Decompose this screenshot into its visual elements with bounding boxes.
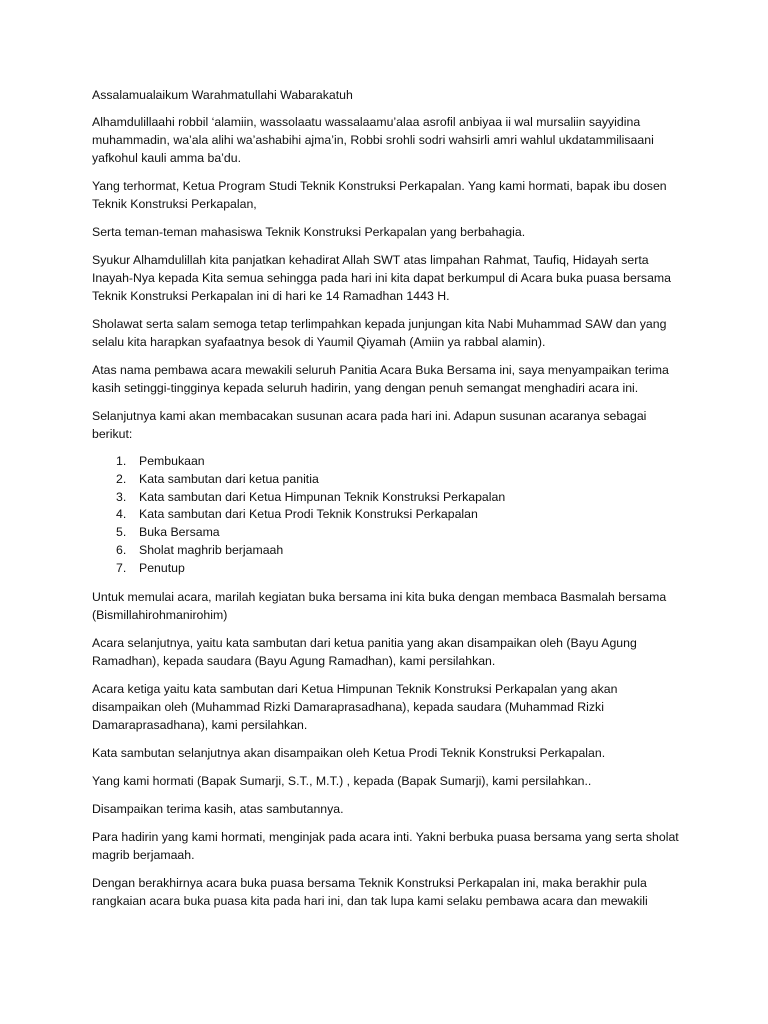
sholawat-paragraph: Sholawat serta salam semoga tetap terlimpahkan kepada junjungan kita Nabi Muhammad SAW dan yang selalu kita harapkan syafaatnya besok di Yaumil Qiyamah (Amiin ya rabbal alamin). xyxy=(92,317,667,349)
list-item-number: 3. xyxy=(116,489,127,504)
closing-paragraph: Dengan berakhirnya acara buka puasa bersama Teknik Konstruksi Perkapalan ini, maka berakhir pula rangkaian acara buka puasa kita pada hari ini, dan tak lupa kami selaku pembawa acara dan mewakili xyxy=(92,875,648,908)
basmalah-paragraph: Untuk memulai acara, marilah kegiatan buka bersama ini kita buka dengan membaca Basmalah bersama (Bismillahirohmanirohim) xyxy=(92,589,667,622)
list-item-number: 1. xyxy=(116,454,127,468)
list-item-number: 6. xyxy=(116,542,127,557)
list-item-text: Pembukaan xyxy=(139,454,205,468)
list-item-text: Kata sambutan dari Ketua Prodi Teknik Konstruksi Perkapalan xyxy=(139,507,478,522)
list-item-text: Sholat maghrib berjamaah xyxy=(139,542,284,557)
list-item-text: Buka Bersama xyxy=(139,525,220,540)
list-item xyxy=(92,524,680,542)
list-item-text: Kata sambutan dari ketua panitia xyxy=(139,471,319,486)
agenda-list xyxy=(92,453,680,578)
agenda-intro-paragraph: Selanjutnya kami akan membacakan susunan acara pada hari ini. Adapun susunan acaranya sebagai berikut: xyxy=(92,409,647,441)
list-item-number: 5. xyxy=(116,525,127,540)
respected-guests-paragraph: Yang terhormat, Ketua Program Studi Teknik Konstruksi Perkapalan. Yang kami hormati, bapak ibu dosen Teknik Konstruksi Perkapalan, xyxy=(92,179,667,211)
thanks-speech-paragraph: Disampaikan terima kasih, atas sambutannya. xyxy=(92,801,344,816)
list-item xyxy=(92,453,680,471)
list-item-text: Penutup xyxy=(139,560,185,575)
prodi-speech-paragraph: Kata sambutan selanjutnya akan disampaikan oleh Ketua Prodi Teknik Konstruksi Perkapalan. xyxy=(92,745,606,760)
committee-speech-paragraph: Acara selanjutnya, yaitu kata sambutan dari ketua panitia yang akan disampaikan oleh (Bayu Agung Ramadhan), kepada saudara (Bayu Agung Ramadhan), kami persilahkan. xyxy=(92,635,637,668)
list-item xyxy=(92,489,680,507)
invitation-paragraph: Yang kami hormati (Bapak Sumarji, S.T., M.T.) , kepada (Bapak Sumarji), kami persilahkan.. xyxy=(92,773,592,788)
list-item-number: 4. xyxy=(116,507,127,522)
list-item xyxy=(92,542,680,560)
thanks-paragraph: Atas nama pembawa acara mewakili seluruh Panitia Acara Buka Bersama ini, saya menyampaikan terima kasih setinggi-tingginya kepada seluruh hadirin, yang dengan penuh semangat menghadiri acara ini. xyxy=(92,363,669,395)
list-item-number: 2. xyxy=(116,471,127,486)
gratitude-paragraph: Syukur Alhamdulillah kita panjatkan kehadirat Allah SWT atas limpahan Rahmat, Taufiq, Hidayah serta Inayah-Nya kepada Kita semua sehingga pada hari ini kita dapat berkumpul di Acara buka puasa bersama Teknik Konstruksi Perkapalan ini di hari ke 14 Ramadhan 1443 H. xyxy=(92,253,671,303)
list-item-text: Kata sambutan dari Ketua Himpunan Teknik Konstruksi Perkapalan xyxy=(139,489,506,504)
students-greeting-paragraph: Serta teman-teman mahasiswa Teknik Konstruksi Perkapalan yang berbahagia. xyxy=(92,225,526,239)
document-page xyxy=(92,86,680,910)
list-item xyxy=(92,560,680,578)
list-item-number: 7. xyxy=(116,560,127,575)
list-item xyxy=(92,471,680,489)
opening-prayer-paragraph: Alhamdulillaahi robbil ‘alamiin, wassolaatu wassalaamu’alaa asrofil anbiyaa ii wal mursaliin sayyidina muhammadin, wa’ala alihi wa’ashabihi ajma’in, Robbi srohli sodri wahsirli amri wahlul ukdatammilisaani yafkohul kauli amma ba’du. xyxy=(92,115,654,165)
main-event-paragraph: Para hadirin yang kami hormati, menginjak pada acara inti. Yakni berbuka puasa bersama yang serta sholat magrib berjamaah. xyxy=(92,829,679,862)
list-item xyxy=(92,506,680,524)
greeting-text: Assalamualaikum Warahmatullahi Wabarakatuh xyxy=(92,88,353,102)
himpunan-speech-paragraph: Acara ketiga yaitu kata sambutan dari Ketua Himpunan Teknik Konstruksi Perkapalan yang akan disampaikan oleh (Muhammad Rizki Damaraprasadhana), kepada saudara (Muhammad Rizki Damaraprasadhana), kami persilahkan. xyxy=(92,681,618,732)
